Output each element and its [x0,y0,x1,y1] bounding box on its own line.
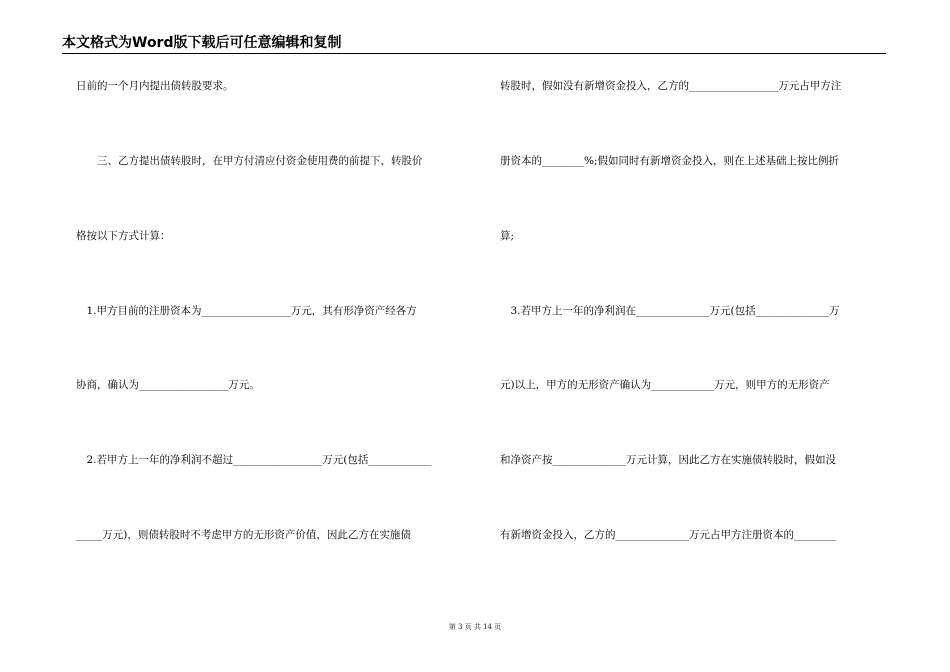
paragraph-line: _____万元)，则债转股时不考虑甲方的无形资产价值，因此乙方在实施债 [76,529,411,541]
paragraph-line: 元)以上，甲方的无形资产确认为____________万元，则甲方的无形资产 [500,379,830,391]
paragraph-line: 转股时，假如没有新增资金投入，乙方的_________________万元占甲方注 [500,80,842,92]
paragraph-line: 和净资产按______________万元计算，因此乙方在实施债转股时，假如没 [500,454,836,466]
paragraph-line: 1.甲方目前的注册资本为_________________万元，其有形净资产经各方 [76,305,417,317]
paragraph-line: 三、乙方提出债转股时，在甲方付清应付资金使用费的前提下，转股价 [76,155,423,167]
paragraph-line: 协商，确认为_________________万元。 [76,379,260,391]
paragraph-line: 册资本的________%;假如同时有新增资金投入，则在上述基础上按比例折 [500,155,840,167]
paragraph-line: 算; [500,230,515,242]
page-header-title: 本文格式为Word版下载后可任意编辑和复制 [62,35,342,51]
page-number-footer: 第 3 页 共 14 页 [448,623,502,631]
paragraph-line: 2.若甲方上一年的净利润不超过_________________万元(包括____________ [76,454,432,466]
paragraph-line: 有新增资金投入，乙方的______________万元占甲方注册资本的________ [500,529,836,541]
paragraph-line: 3.若甲方上一年的净利润在______________万元(包括______________万 [500,305,840,317]
header-divider [62,53,886,54]
paragraph-line: 格按以下方式计算： [76,230,171,242]
paragraph-line: 日前的一个月内提出债转股要求。 [76,80,234,92]
